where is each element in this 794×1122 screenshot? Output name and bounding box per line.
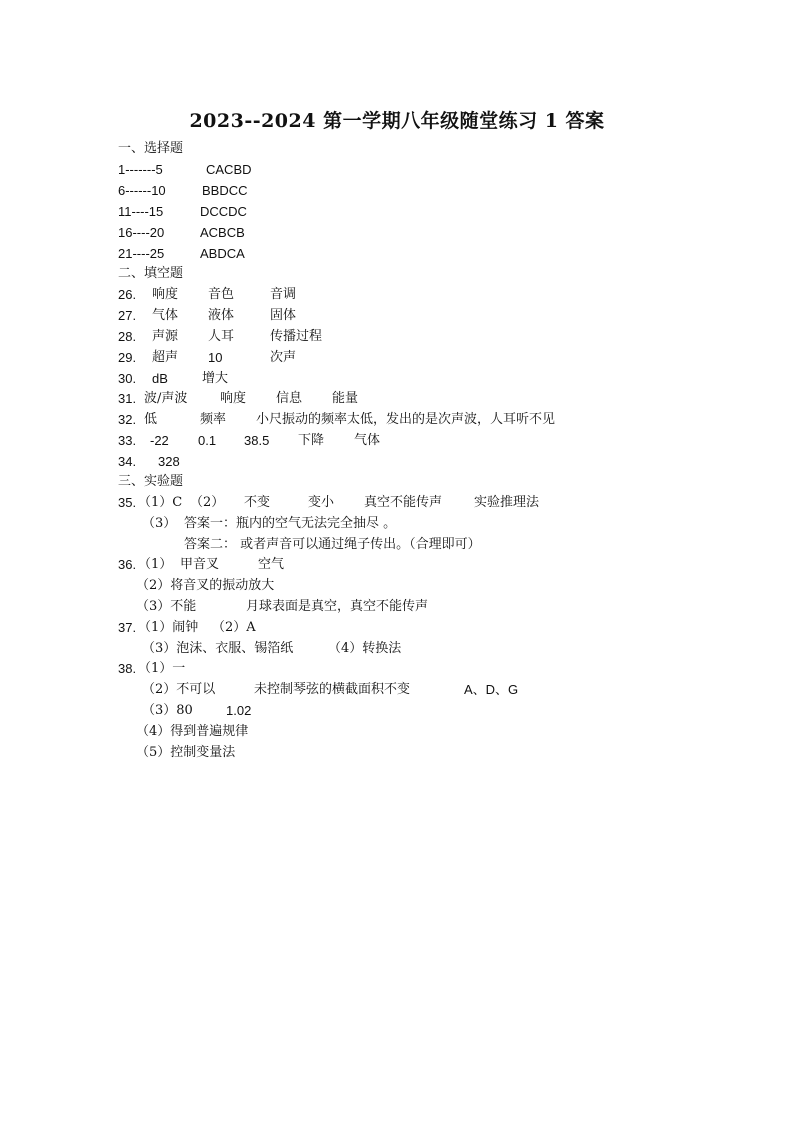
answer-text: dB <box>152 371 168 386</box>
answer-text: 空气 <box>258 557 285 572</box>
choice-range: 21----25 <box>118 246 165 261</box>
answer-text: 频率 <box>200 412 227 427</box>
answer-text: （3）不能 <box>136 599 197 614</box>
question-number: 31. <box>118 391 137 406</box>
answer-text: 气体 <box>354 433 381 448</box>
answer-text: 声源 <box>152 329 179 344</box>
question-number: 36. <box>118 557 137 572</box>
choice-answer: ABDCA <box>200 246 245 261</box>
answer-text: （2） <box>190 495 225 510</box>
answer-line-38-5: （5）控制变量法 <box>136 745 236 760</box>
answer-text: 328 <box>158 454 180 469</box>
answer-text: 变小 <box>308 495 335 510</box>
answer-text: 低 <box>144 412 158 427</box>
choice-range: 11----15 <box>118 204 164 219</box>
choice-answer: CACBD <box>206 162 252 177</box>
answer-text: 液体 <box>208 308 235 323</box>
section-heading-fill: 二、填空题 <box>118 266 184 281</box>
answer-text: 实验推理法 <box>474 495 540 510</box>
answer-text: （3） <box>142 516 177 531</box>
answer-text: 传播过程 <box>270 329 323 344</box>
answer-text: -22 <box>150 433 169 448</box>
answer-text: 1.02 <box>226 703 252 718</box>
choice-answer: BBDCC <box>202 183 248 198</box>
question-number: 34. <box>118 454 137 469</box>
question-number: 29. <box>118 350 137 365</box>
answer-text: 能量 <box>332 391 359 406</box>
answer-text: 响度 <box>220 391 247 406</box>
answer-text: 真空不能传声 <box>364 495 443 510</box>
answer-text: 人耳 <box>208 329 235 344</box>
choice-range: 6------10 <box>118 183 166 198</box>
question-number: 38. <box>118 661 137 676</box>
answer-text: 小尺振动的频率太低，发出的是次声波，人耳听不见 <box>256 412 556 427</box>
question-number: 33. <box>118 433 137 448</box>
page-title: 2023--2024 第一学期八年级随堂练习 1 答案 <box>189 110 605 132</box>
answer-text: （4）转换法 <box>328 641 402 656</box>
answer-text: （1）C <box>138 495 183 510</box>
choice-answer: ACBCB <box>200 225 245 240</box>
answer-text: 10 <box>208 350 223 365</box>
choice-answer: DCCDC <box>200 204 247 219</box>
section-heading-experiment: 三、实验题 <box>118 474 184 489</box>
answer-text: 音色 <box>208 287 235 302</box>
question-number: 30. <box>118 371 137 386</box>
answer-text: 信息 <box>276 391 303 406</box>
answer-text: 音调 <box>270 287 297 302</box>
question-number: 37. <box>118 620 137 635</box>
answer-text: （3）80 <box>142 703 193 718</box>
answer-text: 响度 <box>152 287 179 302</box>
answer-text: A、D、G <box>464 682 519 697</box>
answer-text: （3）泡沫、衣服、锡箔纸 <box>142 641 294 656</box>
answer-text: 气体 <box>152 308 179 323</box>
answer-text: 不变 <box>244 495 271 510</box>
answer-text: 固体 <box>270 308 297 323</box>
choice-range: 16----20 <box>118 225 165 240</box>
answer-text: （1）一 <box>138 661 186 676</box>
answer-line-38-4: （4）得到普遍规律 <box>136 724 249 739</box>
answer-text: 甲音叉 <box>180 557 220 572</box>
answer-text: 月球表面是真空，真空不能传声 <box>246 599 429 614</box>
answer-text: 超声 <box>152 350 179 365</box>
answer-text: 38.5 <box>244 433 270 448</box>
answer-text: 答案一：瓶内的空气无法完全抽尽 。 <box>184 516 397 531</box>
question-number: 27. <box>118 308 137 323</box>
question-number: 26. <box>118 287 137 302</box>
answer-text: 下降 <box>298 433 325 448</box>
answer-text: 增大 <box>202 371 229 386</box>
answer-text: 未控制琴弦的横截面积不变 <box>254 682 411 697</box>
question-number: 35. <box>118 495 137 510</box>
section-heading-choice: 一、选择题 <box>118 141 184 156</box>
question-number: 32. <box>118 412 137 427</box>
question-number: 28. <box>118 329 137 344</box>
answer-text: （2）A <box>212 620 256 635</box>
answer-text: （2）不可以 <box>142 682 216 697</box>
answer-text: 次声 <box>270 350 297 365</box>
answer-text: 波/声波 <box>144 391 188 406</box>
answer-line-36-2: （2）将音叉的振动放大 <box>136 578 275 593</box>
answer-text: （1）闹钟 <box>138 620 199 635</box>
answer-text: 0.1 <box>198 433 217 448</box>
answer-text: （1） <box>138 557 173 572</box>
answer-text: 答案二： 或者声音可以通过绳子传出。（合理即可） <box>184 537 481 552</box>
choice-range: 1-------5 <box>118 162 163 177</box>
